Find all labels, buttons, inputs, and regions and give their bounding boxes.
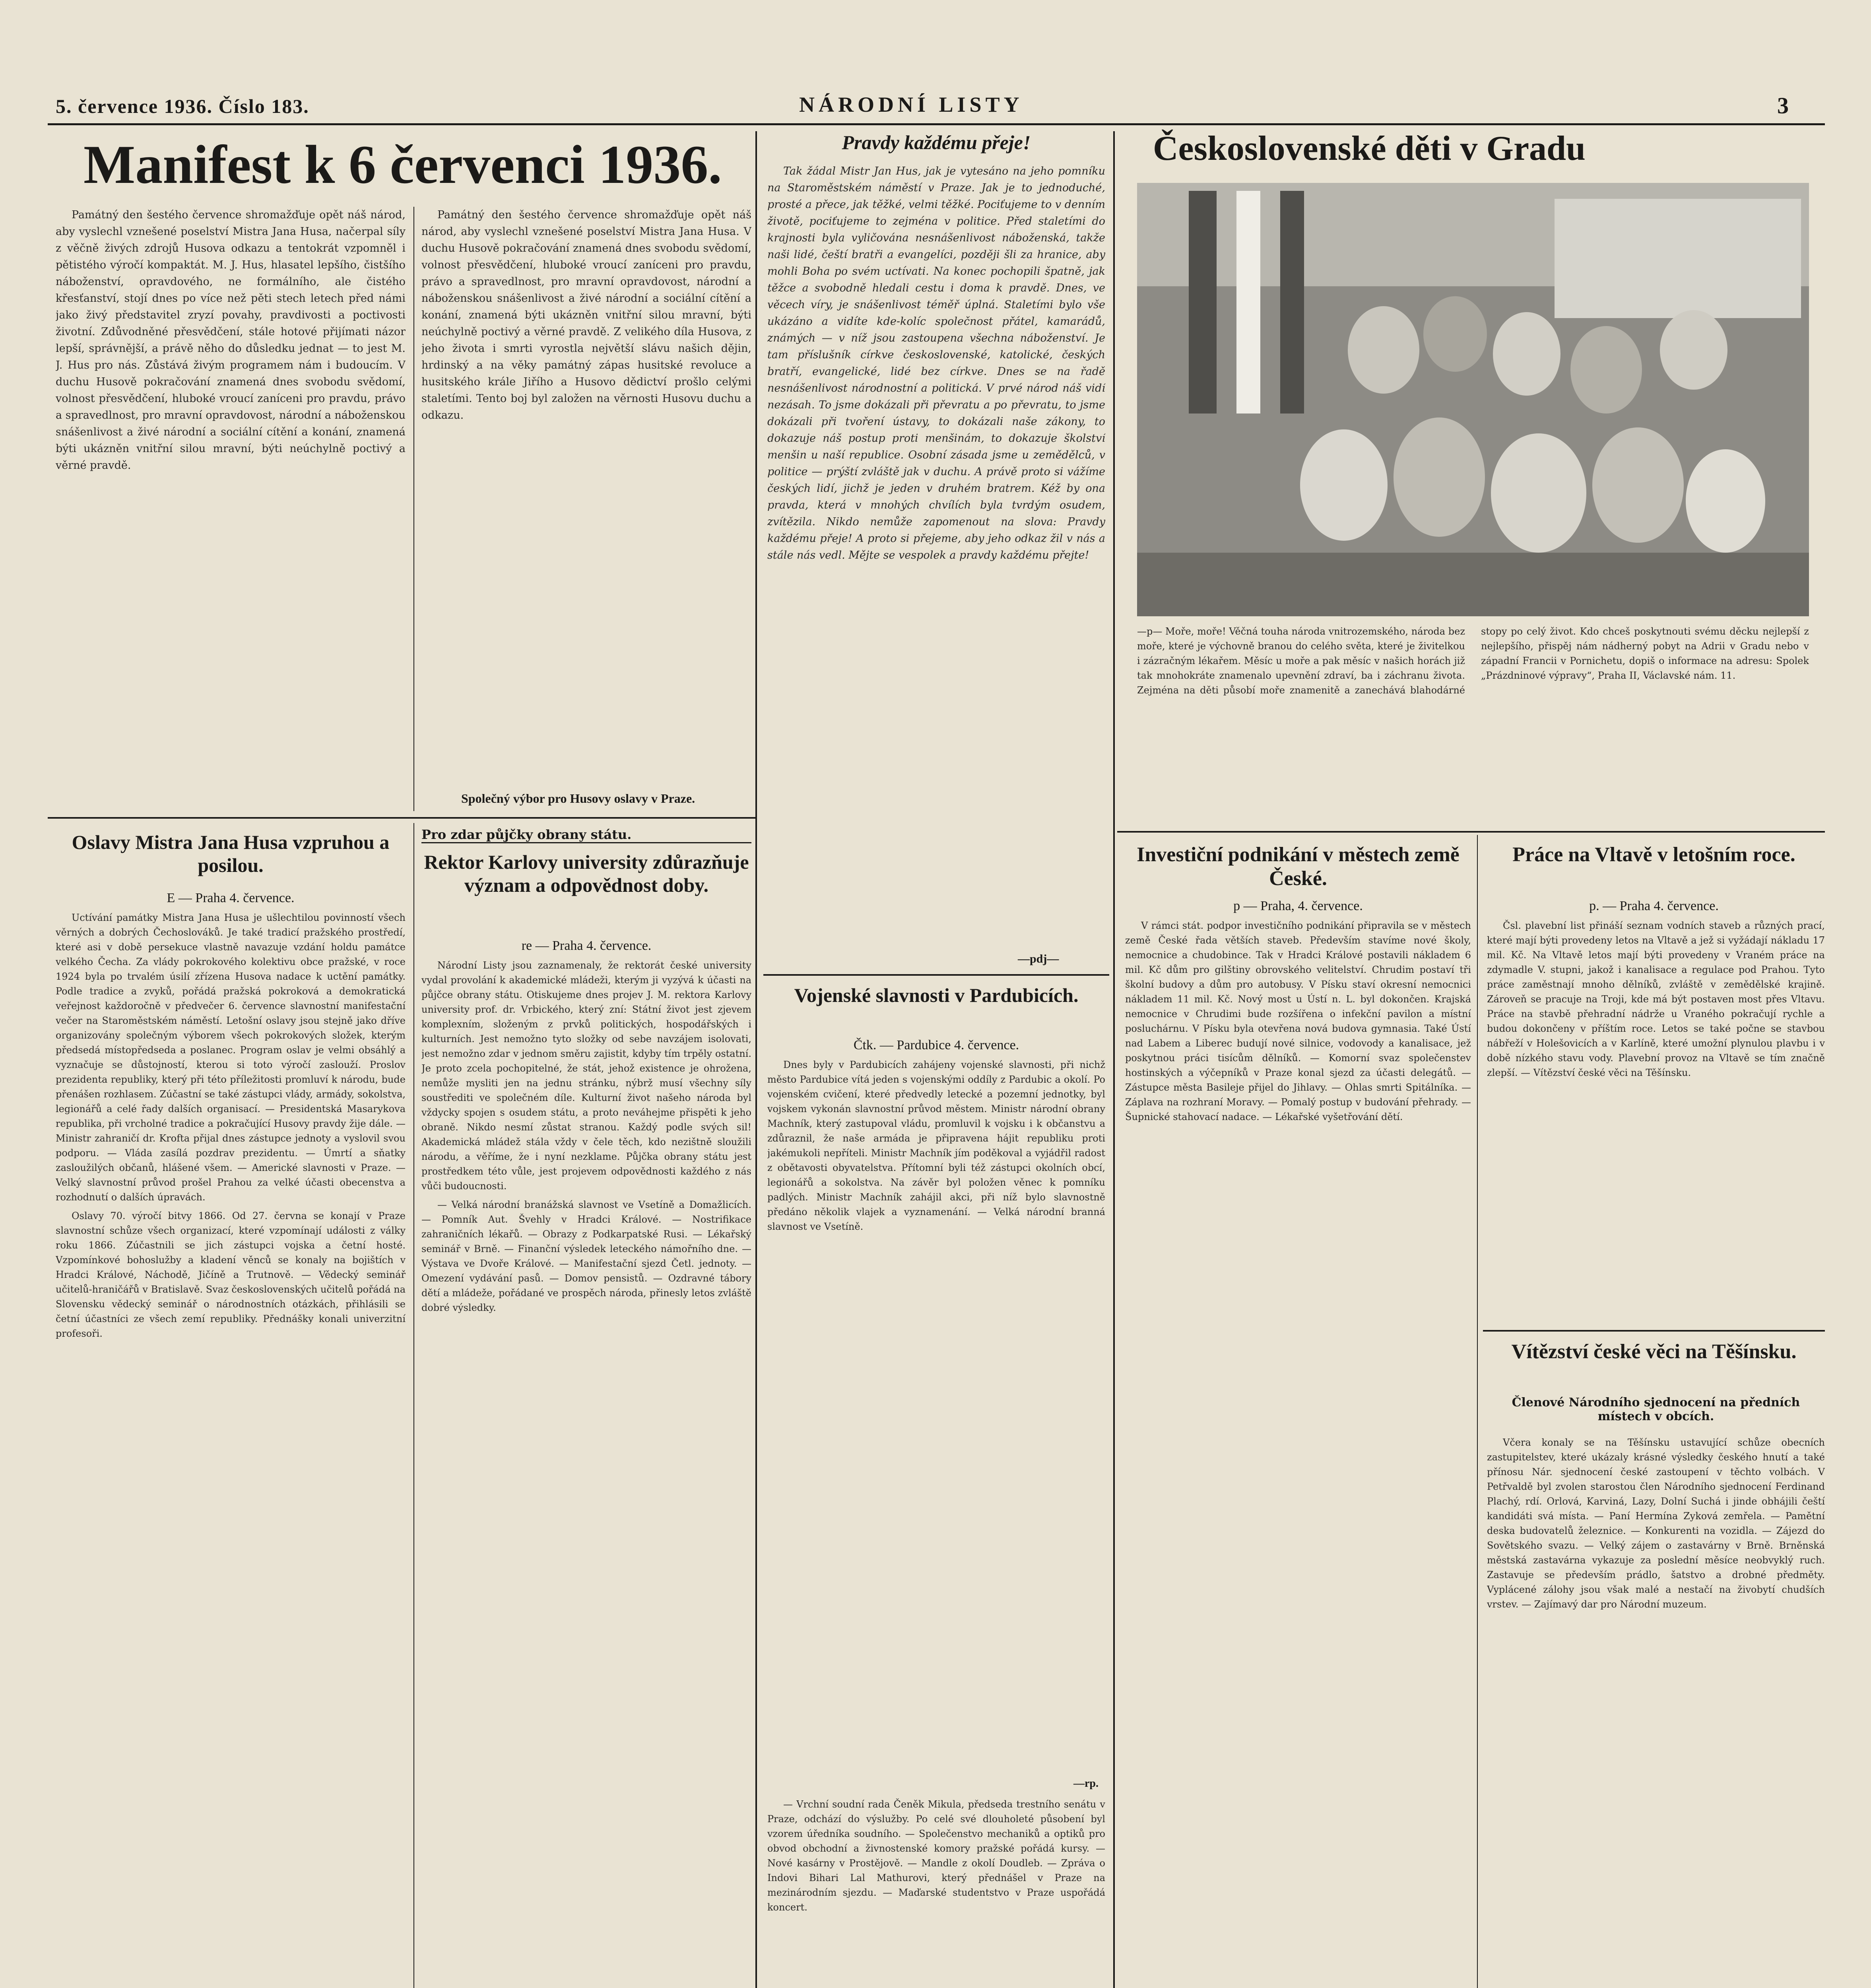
prace-title: Práce na Vltavě v letošním roce. (1512, 843, 1795, 866)
rektor-body: Národní Listy jsou zaznamenaly, že rektorát české university vydal provolání k akademické mládeži, kterým ji vyzývá k účasti na půjčce obrany státu. Otiskujeme dnes projev J. M. rektora Karlovy university prof. dr. Vrbického, který zní: Státní život jest zjevem komplexním, složeným z prvků politických, hospodářských i kulturních. Jest nemožno tyto složky od sebe navzájem isolovati, jest nemožno zdar v jednom směru zajistit, kdyby tím trpěly ostatní. Je proto zcela pochopitelné, že stát, jehož existence je ohrožena, nemůže mysliti jen na jednu stránku, nýbrž musí všechny síly soustřediti ve společném díle. Kulturní život našeho národa byl vždycky spojen s osudem státu, a proto neváhejme přispěti k jeho obraně. Nikdo nesmí zůstat stranou. Každý podle svých sil! Akademická mládež stála vždy v čele těch, kdo nezištně sloužili národu, a věříme, že i nyní nezklame. Půjčka obrany státu jest prostředkem této vůle, jest projevem odpovědnosti každého z nás vůči budoucnosti. — Velká národní branážská slavnost ve Vsetíně a Domažlicích. — Pomník Aut. Švehly v Hradci Králové. — Nostrifikace zahraničních lékařů. — Obrazy z Podkarpatské Rusi. — Lékařský seminář v Brně. — Finanční výsledek leteckého námořního dne. — Výstava ve Dvoře Králové. — Manifestační sjezd Četl. jednoty. — Omezení vydávání pasů. — Domov pensistů. — Ozdravné tábory dětí a mládeže, pořádané ve prospěch národa, přinesly letos zvláště dobré výsledky. (421, 960, 751, 1313)
manifest-body-col1: Památný den šestého července shromažďuje opět náš národ, aby vyslechl vznešené poselství Mistra Jana Husa, načerpal síly z věčně živých zdrojů Husova odkazu a tentokrát vzpomněl i pětistého výročí kompaktát. M. J. Hus, hlasatel lepšího, čistšího náboženství, opravdového, ne formálního, ale čistého křesťanství, stojí dnes po více než pěti stech letech před námi jako živý představitel zryzí povahy, pravdivosti a poctivosti životní. Zdůvodněné přesvědčení, stále hotové přijímati názor lepší, správnější, a právě něho do důsledku jednat — to jest M. J. Hus pro nás. Zůstává živým programem nám i budoucím. V duchu Husově pokračování znamená dnes svobodu svědomí, volnost přesvědčení, hluboké vroucí zaníceni pro pravdu, právo a spravedlnost, pro mravní opravdovost, národní a náboženskou snášenlivost a živé národní a sociální cítění a konání, znamená býti ukázněn vnitřní silou mravní, býti neúchylně poctivý a věrné pravdě. (56, 209, 406, 472)
investicni-dateline: p — Praha, 4. července. (1233, 899, 1363, 913)
pravdy-title: Pravdy každému přeje! (842, 131, 1031, 153)
investicni-body: V rámci stát. podpor investičního podnikání připravila se v městech země České řada větších staveb. Především stavíme nové školy, nemocnice a chudobince. Tak v Hradci Králové postavili nákladem 6 mil. Kč dům pro gilštiny obrovského velitelství. Chrudim postaví tři školní budovy a dům pro autobusy. V Písku staví okresní nemocnici nákladem 11 mil. Kč. Nový most u Ústí n. L. byl dokončen. Krajská nemocnice v Chrudimi bude rozšířena o infekční pavilon a místní posluchárnu. V Písku byla otevřena nová budova gymnasia. Také Ústí nad Labem a Liberec budují nové silnice, vodovody a kanalisace, jež poskytnou práci tisícům dělníků. — Komorní svaz společenstev hostinských a výčepníků v Praze konal sjezd za účasti delegátů. — Zástupce města Basileje přijel do Jihlavy. — Ohlas smrti Spitálníka. — Záplava na rozhraní Moravy. — Pomalý postup v budování přehrady. — Šupnické stahovací nadace. — Lékařské vyšetřování dětí. (1125, 920, 1471, 1122)
vojenske-body: Dnes byly v Pardubicích zahájeny vojenské slavnosti, při nichž město Pardubice vítá jeden s vojenskými oddíly z Pardubic a okolí. Po vojenském cvičení, které předvedly letecké a pozemní jednotky, byl vojskem vykonán slavnostní průvod městem. Ministr národní obrany Machník, který zastupoval vládu, promluvil k vojsku i k občanstvu a zdůraznil, že naše armáda je připravena hájit republiku proti jakémukoli nepříteli. Ministr Machník jím poděkoval a vyjádřil radost z obětavosti obyvatelstva. Přítomní byli též zástupci okolních obcí, legionářů a sokolstva. Na závěr byl položen věnec k pomníku padlých. Ministr Machník zahájil akci, při níž bylo slavnostně předáno několik vlajek a vyznamenání. — Velká národní branná slavnost ve Vsetíně. (767, 1059, 1105, 1232)
oslavy-dateline: E — Praha 4. července. (167, 891, 295, 905)
children-beach-photo-illustration (1137, 183, 1809, 616)
oslavy-body: Uctívání památky Mistra Jana Husa je ušlechtilou povinností všech věrných a dobrých Čechoslováků. Je také tradicí pražského prostředí, které asi v době persekuce vlastně navazuje vzdání holdu památce velkého Čecha. Za vlády pokrokového kolektivu obce pražské, v roce 1924 byla po trvalém úsilí zřízena Husova nadace k uctění památky. Podle tradice a zvyků, pořádá pražská pokroková a demokratická veřejnost každoročně v předvečer 6. července slavnostní manifestační večer na Staroměstském náměstí. Letošní oslavy jsou stejně jako dříve organizovány společným výborem všech pokrokových složek, kterým předsedá místopředseda a poslanec. Program oslav je velmi obsáhlý a vyznačuje se důstojností, kterou si toto výročí zaslouží. Proslov prezidenta republiky, který při této příležitosti promluví k národu, bude přenášen rozhlasem. Zúčastní se také zástupci vlády, armády, sokolstva, legionářů a celé řady dalších organisací. — Presidentská Masarykova republika, při vrcholné tradice a pokračující Husovy pravdy žije dále. — Ministr zahraničí dr. Krofta přijal dnes zástupce jednoty a vyslovil svou podporu. — Vláda zasílá pozdrav prezidentu. — Úmrtí a sňatky zasloužilých občanů, hlášené všem. — Americké slavnosti v Praze. — Velký slavnostní průvod prošel Prahou za velké účasti obecenstva a rozhodnutí o dalších úpravách. Oslavy 70. výročí bitvy 1866. Od 27. června se konají v Praze slavnostní schůze všech organizací, které vzpomínají události z války roku 1866. Zúčastnili se jich zástupci vojska a četní hosté. Vzpomínkové bohoslužby a kladení věnců se konaly na bojištích v Hradci Králové, Náchodě, Jičíně a Trutnově. — Vědecký seminář učitelů-hraničářů v Bratislavě. Svaz československých učitelů pořádá na Slovensku vědecký seminář o národnostních otázkách, přihlásili se četní účastníci ze všech zemí republiky. Přednášky konali univerzitní profesoři. (56, 912, 406, 1339)
manifest-title: Manifest k 6 červenci 1936. (83, 134, 722, 195)
vitezstvi-body: Včera konaly se na Těšínsku ustavující schůze obecních zastupitelstev, které ukázaly krásné výsledky českého hnutí a také přínosu Nár. sjednocení české zastoupení v těchto volbách. V Petřvaldě byl zvolen starostou člen Národního sjednocení Ferdinand Plachý, rdí. Orlová, Karviná, Lazy, Dolní Suchá i jinde obhájili čeští kandidáti svá místa. — Paní Hermína Zyková zemřela. — Pamětní deska budovatelů železnice. — Konkurenti na vozidla. — Zájezd do Sovětského svazu. — Velký zájem o zastavárny v Brně. Brněnská městská zastavárna vykazuje za poslední měsíce neobvyklý ruch. Zastavuje se především prádlo, šatstvo a drobné předměty. Vyplácené zálohy jsou však malé a nestačí na živobytí chudších vrstev. — Zajímavý dar pro Národní muzeum. (1487, 1437, 1825, 1610)
vojenske-dateline: Čtk. — Pardubice 4. července. (853, 1038, 1019, 1052)
oslavy-title: Oslavy Mistra Jana Husa vzpruhou a posilou. (72, 831, 390, 876)
prace-body: Čsl. plavební list přináší seznam vodních staveb a různých prací, které mají býti provedeny letos na Vltavě a jež si vyžádají nákladu 17 mil. Kč. Na Vltavě letos mají býti provedeny v Vraném práce na zdymadle V. stupni, jakož i kanalisace a regulace pod Prahou. Tyto práce zaměstnají mnoho dělníků, zvláště v zemědělské krajině. Zároveň se pracuje na Troji, kde má být postaven most přes Vltavu. Práce na stavbě přehradní nádrže u Vraného pokračují rychle a budou dokončeny v příštím roce. Letos se také počne se stavbou nábřeží v Holešovicích a v Karlíně, které umožní plynulou plavbu i v době nízkého stavu vody. Plavební provoz na Vltavě se tím značně zlepší. — Vítězství české věci na Těšínsku. (1487, 920, 1825, 1078)
vitezstvi-title: Vítězství české věci na Těšínsku. (1511, 1340, 1797, 1363)
deti-title: Československé děti v Gradu (1153, 129, 1586, 168)
investicni-continuation: — Vrchní soudní rada Čeněk Mikula, předseda trestního senátu v Praze, odchází do výslužby. Po celé své dlouholeté působení byl vzorem úředníka soudního. — Společenstvo mechaniků a optiků pro obvod obchodní a živnostenské komory pražské pořádá kursy. — Nové kasárny v Prostějově. — Mandle z okolí Doudleb. — Zpráva o Indovi Bihari Lal Mathurovi, který přednášel v Praze na mezinárodním sjezdu. — Maďarské studentstvo v Praze uspořádá koncert. (767, 1799, 1105, 1913)
page-number: 3 (1777, 93, 1789, 118)
masthead-title: NÁRODNÍ LISTY (799, 93, 1023, 116)
manifest-body-col2: Památný den šestého července shromažďuje opět náš národ, aby vyslechl vznešené poselství Mistra Jana Husa. V duchu Husově pokračování znamená dnes svobodu svědomí, volnost přesvědčení, hluboké vroucí zaníceni pro pravdu, právo a spravedlnost, pro mravní opravdovost, národní a náboženskou snášenlivost a živé národní a sociální cítění a konání, znamená býti ukázněn vnitřní silou mravní, býti neúchylně poctivý a věrné pravdě. Z velikého díla Husova, z jeho života i smrti vyrostla největší slávu našich dějin, hrdinský a na věky památný zápas husitské revoluce a husitského krále Jiřího a Husovo dědictví prošlo celými staletími. Tento boj byl založen na věrnosti Husovu duchu a odkazu. (421, 209, 751, 421)
rektor-kicker: Pro zdar půjčky obrany státu. (421, 827, 751, 843)
pravdy-body: Tak žádal Mistr Jan Hus, jak je vytesáno na jeho pomníku na Staroměstském náměstí v Praze. Jak je to jednoduché, prosté a přece, jak těžké, velmi těžké. Pociťujeme to v denním životě, pociťujeme to zejména v politice. Před staletími do krajnosti byla vyličována nesnášenlivost náboženská, takže naši lidé, čeští bratři a evangelíci, později šli za hranice, aby mohli Boha po svém uctívati. Na konec pochopili špatně, jak těžce a svobodně hledali cestu i doma k pravdě. Dnes, ve věcech víry, je snášenlivost téměř úplná. Staletími bylo vše ukázáno a vidíte kde-kolíc společnost přátel, kamarádů, známých — v níž jsou zastoupena všechna náboženství. Je tam příslušník církve československé, katolické, českých bratří, evangelické, lidé bez církve. Dnes se na řadě nesnášenlivost národnostní a politická. V prvé národ náš vidí nezásah. To jsme dokázali při převratu a po převratu, to jsme dokázali při tvoření ústavy, to dokázali naše zákony, to dokazuje náš postup proti menšinám, to dokazuje školství menšin u naší republice. Osobní zásada jsme u zemědělců, v politice — prýští zvláště jak v duchu. A právě proto si vážíme českých lidí, jichž je jeden v druhém bratrem. Kéž by ona pravda, která v mnohých chvílích byla tvrdým osudem, zvítězila. Nikdo nemůže zapomenout na slova: Pravdy každému přeje! A proto si přejeme, aby jeho odkaz žil v nás a stále nás vedl. Mějte se vespolek a pravdy každému přejte! (767, 165, 1105, 561)
rektor-dateline: re — Praha 4. července. (521, 938, 652, 953)
vitezstvi-subtitle: Členové Národního sjednocení na předních místech v obcích. (1512, 1396, 1800, 1423)
pravdy-signature: —pdj— (1018, 952, 1059, 965)
vojenske-title: Vojenské slavnosti v Pardubicích. (794, 984, 1079, 1006)
vojenske-signature: —rp. (1073, 1777, 1099, 1790)
header-date-issue: 5. července 1936. Číslo 183. (56, 95, 309, 117)
deti-caption: —p— Moře, moře! Věčná touha národa vnitrozemského, národa bez moře, které je výchovně branou do celého světa, které je živitelkou i zázračným lékařem. Měsíc u moře a pak měsíc v našich horách již tak mnohokráte znamenalo upevnění zdraví, ba i záchranu života. Zejména na děti působí moře znamenitě a zanechává blahodárné stopy po celý život. Kdo chceš poskytnouti svému děcku nejlepší z nejlepšího, přispěj nám nádherný pobyt na Adrii v Gradu nebo v západní Francii v Pornichetu, dopiš o informace na adresu: Spolek „Prázdninové výpravy“, Praha II, Václavské nám. 11. (1137, 626, 1809, 696)
prace-dateline: p. — Praha 4. července. (1589, 899, 1719, 913)
investicni-title: Investiční podnikání v městech země České. (1137, 843, 1460, 890)
header-rule (48, 123, 1825, 125)
children-beach-photo (1137, 183, 1809, 616)
rektor-title: Rektor Karlovy university zdůrazňuje význam a odpovědnost doby. (424, 851, 749, 896)
manifest-signature: Společný výbor pro Husovy oslavy v Praze. (461, 791, 695, 806)
